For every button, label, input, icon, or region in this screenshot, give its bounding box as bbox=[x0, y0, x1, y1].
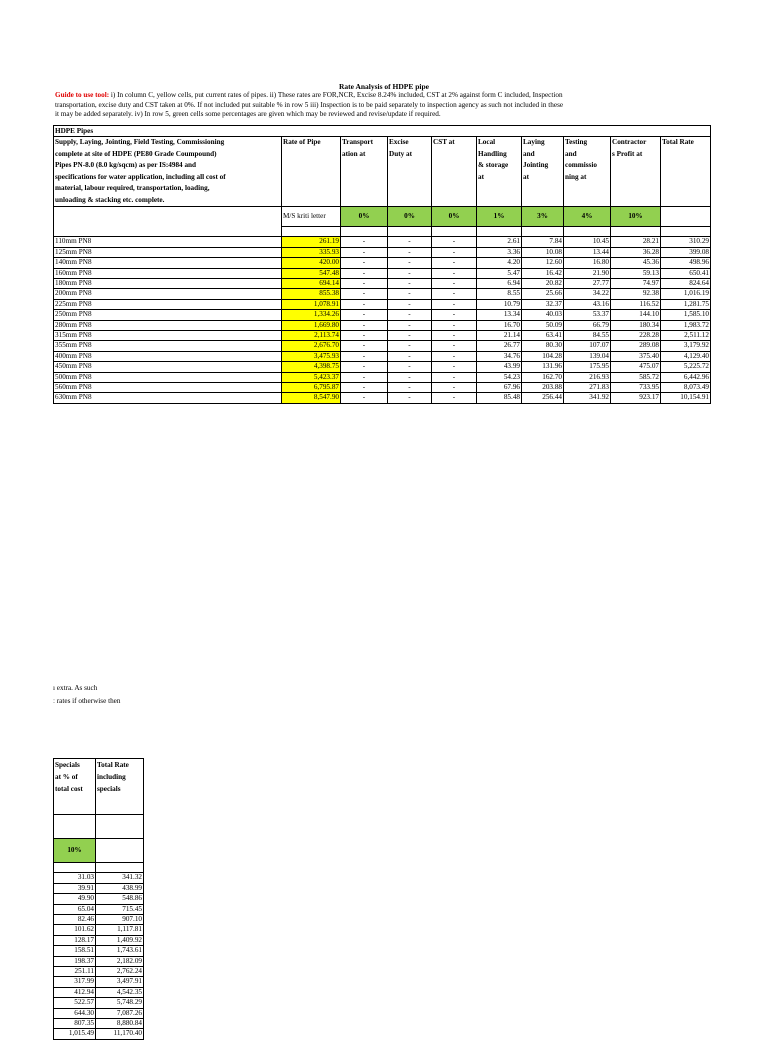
total-with-specials-cell[interactable]: 1,117.81 bbox=[96, 925, 144, 935]
excise-duty-cell[interactable]: - bbox=[388, 279, 432, 289]
contractor-profit-cell[interactable]: 585.72 bbox=[611, 372, 661, 382]
cst-cell[interactable]: - bbox=[432, 279, 477, 289]
total-rate-cell[interactable]: 1,585.10 bbox=[661, 310, 711, 320]
total-with-specials-cell[interactable]: 8,880.84 bbox=[96, 1019, 144, 1029]
laying-jointing-cell[interactable]: 25.66 bbox=[522, 289, 564, 299]
table-row bbox=[54, 904, 144, 914]
table-row bbox=[54, 341, 711, 351]
transportation-pct[interactable]: 0% bbox=[341, 207, 388, 227]
excise-duty-cell[interactable]: - bbox=[388, 393, 432, 403]
rate-analysis-table bbox=[53, 125, 711, 404]
pipe-size-cell[interactable]: 200mm PN8 bbox=[54, 289, 282, 299]
pipe-size-cell[interactable]: 110mm PN8 bbox=[54, 237, 282, 247]
excise-duty-cell[interactable]: - bbox=[388, 258, 432, 268]
total-with-specials-cell[interactable]: 1,743.61 bbox=[96, 946, 144, 956]
note-fragment-1: ı extra. As such bbox=[53, 684, 98, 692]
table-row bbox=[54, 237, 711, 247]
testing-commissioning-header[interactable]: Testing and commissio ning at bbox=[564, 137, 611, 207]
local-handling-cell[interactable]: 5.47 bbox=[477, 268, 522, 278]
transportation-cell[interactable]: - bbox=[341, 320, 388, 330]
laying-jointing-cell[interactable]: 12.60 bbox=[522, 258, 564, 268]
excise-duty-cell[interactable]: - bbox=[388, 310, 432, 320]
table-row bbox=[54, 299, 711, 309]
total-rate-cell[interactable]: 498.96 bbox=[661, 258, 711, 268]
table-row bbox=[54, 268, 711, 278]
pipe-size-cell[interactable]: 125mm PN8 bbox=[54, 247, 282, 257]
transportation-cell[interactable]: - bbox=[341, 362, 388, 372]
cst-cell[interactable]: - bbox=[432, 268, 477, 278]
specials-cell[interactable]: 317.99 bbox=[54, 977, 96, 987]
specials-cell[interactable]: 39.91 bbox=[54, 883, 96, 893]
contractor-profit-header[interactable]: Contractor s Profit at bbox=[611, 137, 661, 207]
rate-of-pipe-cell[interactable]: 694.14 bbox=[282, 279, 341, 289]
specials-table bbox=[53, 758, 144, 1040]
pipe-size-cell[interactable]: 160mm PN8 bbox=[54, 268, 282, 278]
laying-jointing-cell[interactable]: 7.84 bbox=[522, 237, 564, 247]
local-handling-cell[interactable]: 26.77 bbox=[477, 341, 522, 351]
excise-duty-cell[interactable]: - bbox=[388, 372, 432, 382]
specials-cell[interactable]: 82.46 bbox=[54, 915, 96, 925]
pipe-size-cell[interactable]: 225mm PN8 bbox=[54, 299, 282, 309]
guide-line-2: transportation, excise duty and CST taken at 0%. If not included put suitable % in row 5 iii) Inspection is to be paid separately to inspection agency as such not included in these bbox=[55, 100, 564, 109]
guide-line-3: it may be added separately. iv) In row 5, green cells some percentages are given which may be reviewed and revise/update if required. bbox=[55, 110, 441, 119]
local-handling-cell[interactable]: 85.48 bbox=[477, 393, 522, 403]
excise-duty-cell[interactable]: - bbox=[388, 383, 432, 393]
total-with-specials-cell[interactable]: 548.86 bbox=[96, 894, 144, 904]
contractor-profit-cell[interactable]: 144.10 bbox=[611, 310, 661, 320]
contractor-profit-cell[interactable]: 733.95 bbox=[611, 383, 661, 393]
excise-duty-cell[interactable]: - bbox=[388, 320, 432, 330]
total-with-specials-cell[interactable]: 341.32 bbox=[96, 873, 144, 883]
testing-commissioning-cell[interactable]: 13.44 bbox=[564, 247, 611, 257]
testing-commissioning-cell[interactable]: 341.92 bbox=[564, 393, 611, 403]
total-rate-cell[interactable]: 3,179.92 bbox=[661, 341, 711, 351]
rate-of-pipe-cell[interactable]: 2,113.74 bbox=[282, 331, 341, 341]
specials-cell[interactable]: 522.57 bbox=[54, 998, 96, 1008]
transportation-cell[interactable]: - bbox=[341, 299, 388, 309]
contractor-profit-cell[interactable]: 74.97 bbox=[611, 279, 661, 289]
total-rate-cell[interactable]: 8,073.49 bbox=[661, 383, 711, 393]
description-header[interactable]: Supply, Laying, Jointing, Field Testing, Commissioning complete at site of HDPE (PE80 Grade Coumpound) Pipes PN-8.0 (8.0 kg/sqcm) as per IS:4984 and specifications for water application, including all cost of material, labour required, transportation, loading, unloading & stacking etc. complete. bbox=[54, 137, 282, 207]
testing-commissioning-cell[interactable]: 21.90 bbox=[564, 268, 611, 278]
total-rate-cell[interactable]: 1,281.75 bbox=[661, 299, 711, 309]
contractor-profit-cell[interactable]: 28.21 bbox=[611, 237, 661, 247]
rate-of-pipe-cell[interactable]: 8,547.90 bbox=[282, 393, 341, 403]
laying-jointing-cell[interactable]: 10.08 bbox=[522, 247, 564, 257]
testing-commissioning-cell[interactable]: 84.55 bbox=[564, 331, 611, 341]
cst-cell[interactable]: - bbox=[432, 372, 477, 382]
transportation-cell[interactable]: - bbox=[341, 289, 388, 299]
table-row bbox=[54, 935, 144, 945]
total-rate-cell[interactable]: 4,129.40 bbox=[661, 351, 711, 361]
contractor-profit-cell[interactable]: 375.40 bbox=[611, 351, 661, 361]
table-row bbox=[54, 331, 711, 341]
cst-cell[interactable]: - bbox=[432, 393, 477, 403]
specials-cell[interactable]: 65.04 bbox=[54, 904, 96, 914]
laying-jointing-cell[interactable]: 20.82 bbox=[522, 279, 564, 289]
cst-cell[interactable]: - bbox=[432, 289, 477, 299]
table-row bbox=[54, 289, 711, 299]
specials-cell[interactable]: 1,015.49 bbox=[54, 1029, 96, 1039]
table-row bbox=[54, 310, 711, 320]
pct-row-blank[interactable] bbox=[54, 207, 282, 227]
contractor-profit-cell[interactable]: 923.17 bbox=[611, 393, 661, 403]
pipe-size-cell[interactable]: 315mm PN8 bbox=[54, 331, 282, 341]
testing-commissioning-cell[interactable]: 216.93 bbox=[564, 372, 611, 382]
local-handling-cell[interactable]: 6.94 bbox=[477, 279, 522, 289]
total-rate-cell[interactable]: 10,154.91 bbox=[661, 393, 711, 403]
rate-of-pipe-cell[interactable]: 3,475.93 bbox=[282, 351, 341, 361]
table-row bbox=[54, 883, 144, 893]
table-row bbox=[54, 393, 711, 403]
pipe-size-cell[interactable]: 355mm PN8 bbox=[54, 341, 282, 351]
table-row bbox=[54, 320, 711, 330]
contractor-profit-cell[interactable]: 475.07 bbox=[611, 362, 661, 372]
contractor-profit-cell[interactable]: 36.28 bbox=[611, 247, 661, 257]
pipe-size-cell[interactable]: 500mm PN8 bbox=[54, 372, 282, 382]
transportation-cell[interactable]: - bbox=[341, 310, 388, 320]
local-handling-cell[interactable]: 43.99 bbox=[477, 362, 522, 372]
total-rate-cell[interactable]: 824.64 bbox=[661, 279, 711, 289]
local-handling-cell[interactable]: 16.70 bbox=[477, 320, 522, 330]
laying-jointing-cell[interactable]: 80.30 bbox=[522, 341, 564, 351]
cst-cell[interactable]: - bbox=[432, 341, 477, 351]
laying-pct[interactable]: 3% bbox=[522, 207, 564, 227]
rate-of-pipe-cell[interactable]: 5,423.37 bbox=[282, 372, 341, 382]
specials-cell[interactable]: 198.37 bbox=[54, 956, 96, 966]
contractor-profit-cell[interactable]: 116.52 bbox=[611, 299, 661, 309]
local-handling-cell[interactable]: 21.14 bbox=[477, 331, 522, 341]
excise-duty-cell[interactable]: - bbox=[388, 362, 432, 372]
transportation-cell[interactable]: - bbox=[341, 383, 388, 393]
cst-cell[interactable]: - bbox=[432, 331, 477, 341]
laying-jointing-cell[interactable]: 162.70 bbox=[522, 372, 564, 382]
rate-of-pipe-cell[interactable]: 1,669.80 bbox=[282, 320, 341, 330]
table-row bbox=[54, 362, 711, 372]
total-rate-header[interactable]: Total Rate bbox=[661, 137, 711, 207]
transportation-cell[interactable]: - bbox=[341, 258, 388, 268]
section-heading[interactable]: HDPE Pipes bbox=[54, 126, 711, 137]
testing-commissioning-cell[interactable]: 139.04 bbox=[564, 351, 611, 361]
table-row bbox=[54, 998, 144, 1008]
total-with-specials-cell[interactable]: 715.45 bbox=[96, 904, 144, 914]
excise-duty-header[interactable]: Excise Duty at bbox=[388, 137, 432, 207]
testing-commissioning-cell[interactable]: 271.83 bbox=[564, 383, 611, 393]
local-handling-cell[interactable]: 8.55 bbox=[477, 289, 522, 299]
total-with-specials-cell[interactable]: 1,409.92 bbox=[96, 935, 144, 945]
total-with-specials-cell[interactable]: 11,170.40 bbox=[96, 1029, 144, 1039]
specials-cell[interactable]: 49.90 bbox=[54, 894, 96, 904]
local-handling-cell[interactable]: 13.34 bbox=[477, 310, 522, 320]
laying-jointing-cell[interactable]: 256.44 bbox=[522, 393, 564, 403]
table-row bbox=[54, 915, 144, 925]
transportation-cell[interactable]: - bbox=[341, 393, 388, 403]
rate-of-pipe-cell[interactable]: 1,334.26 bbox=[282, 310, 341, 320]
table-row bbox=[54, 351, 711, 361]
local-handling-cell[interactable]: 67.96 bbox=[477, 383, 522, 393]
cst-cell[interactable]: - bbox=[432, 237, 477, 247]
testing-commissioning-cell[interactable]: 16.80 bbox=[564, 258, 611, 268]
guide-line-1: i) In column C, yellow cells, put current rates of pipes. ii) These rates are FOR,NCR, Excise 8.24% included, CST at 2% against form C included, Inspection bbox=[109, 91, 563, 99]
table-row bbox=[54, 1029, 144, 1039]
table-row bbox=[54, 894, 144, 904]
local-handling-header[interactable]: Local Handling & storage at bbox=[477, 137, 522, 207]
excise-duty-cell[interactable]: - bbox=[388, 331, 432, 341]
transportation-cell[interactable]: - bbox=[341, 268, 388, 278]
total-rate-cell[interactable]: 310.29 bbox=[661, 237, 711, 247]
pipe-size-cell[interactable]: 180mm PN8 bbox=[54, 279, 282, 289]
testing-commissioning-cell[interactable]: 43.16 bbox=[564, 299, 611, 309]
total-rate-cell[interactable]: 6,442.96 bbox=[661, 372, 711, 382]
pipe-size-cell[interactable]: 560mm PN8 bbox=[54, 383, 282, 393]
pipe-size-cell[interactable]: 250mm PN8 bbox=[54, 310, 282, 320]
total-rate-cell[interactable]: 1,016.19 bbox=[661, 289, 711, 299]
contractor-profit-pct[interactable]: 10% bbox=[611, 207, 661, 227]
specials-pct[interactable]: 10% bbox=[54, 839, 96, 863]
laying-jointing-cell[interactable]: 32.37 bbox=[522, 299, 564, 309]
local-handling-cell[interactable]: 34.76 bbox=[477, 351, 522, 361]
local-handling-cell[interactable]: 4.20 bbox=[477, 258, 522, 268]
specials-cell[interactable]: 31.03 bbox=[54, 873, 96, 883]
specials-cell[interactable]: 412.94 bbox=[54, 987, 96, 997]
table-row bbox=[54, 925, 144, 935]
contractor-profit-cell[interactable]: 228.28 bbox=[611, 331, 661, 341]
excise-duty-cell[interactable]: - bbox=[388, 341, 432, 351]
testing-commissioning-cell[interactable]: 66.79 bbox=[564, 320, 611, 330]
local-handling-pct[interactable]: 1% bbox=[477, 207, 522, 227]
transportation-cell[interactable]: - bbox=[341, 279, 388, 289]
pipe-size-cell[interactable]: 630mm PN8 bbox=[54, 393, 282, 403]
total-with-specials-cell[interactable]: 907.10 bbox=[96, 915, 144, 925]
rate-of-pipe-cell[interactable]: 4,398.75 bbox=[282, 362, 341, 372]
transportation-cell[interactable]: - bbox=[341, 331, 388, 341]
cst-header[interactable]: CST at bbox=[432, 137, 477, 207]
testing-pct[interactable]: 4% bbox=[564, 207, 611, 227]
rate-of-pipe-cell[interactable]: 2,676.70 bbox=[282, 341, 341, 351]
rate-of-pipe-header[interactable]: Rate of Pipe bbox=[282, 137, 341, 207]
laying-jointing-header[interactable]: Laying and Jointing at bbox=[522, 137, 564, 207]
laying-jointing-cell[interactable]: 203.88 bbox=[522, 383, 564, 393]
total-with-specials-cell[interactable]: 4,542.35 bbox=[96, 987, 144, 997]
cst-cell[interactable]: - bbox=[432, 299, 477, 309]
sheet-title: Rate Analysis of HDPE pipe bbox=[338, 82, 429, 91]
specials-cell[interactable]: 251.11 bbox=[54, 967, 96, 977]
rate-of-pipe-cell[interactable]: 6,795.87 bbox=[282, 383, 341, 393]
local-handling-cell[interactable]: 10.79 bbox=[477, 299, 522, 309]
transportation-cell[interactable]: - bbox=[341, 351, 388, 361]
guide-label: Guide to use tool: bbox=[55, 91, 110, 99]
total-rate-cell[interactable]: 2,511.12 bbox=[661, 331, 711, 341]
laying-jointing-cell[interactable]: 63.41 bbox=[522, 331, 564, 341]
table-row bbox=[54, 1008, 144, 1018]
specials-cell[interactable]: 128.17 bbox=[54, 935, 96, 945]
total-with-specials-cell[interactable]: 3,497.91 bbox=[96, 977, 144, 987]
pipe-size-cell[interactable]: 140mm PN8 bbox=[54, 258, 282, 268]
table-row bbox=[54, 247, 711, 257]
rate-of-pipe-cell[interactable]: 261.19 bbox=[282, 237, 341, 247]
pipe-size-cell[interactable]: 400mm PN8 bbox=[54, 351, 282, 361]
excise-duty-cell[interactable]: - bbox=[388, 299, 432, 309]
total-with-specials-cell[interactable]: 2,182.09 bbox=[96, 956, 144, 966]
total-with-specials-cell[interactable]: 438.99 bbox=[96, 883, 144, 893]
pipe-size-cell[interactable]: 450mm PN8 bbox=[54, 362, 282, 372]
table-row bbox=[54, 873, 144, 883]
cst-cell[interactable]: - bbox=[432, 258, 477, 268]
rate-of-pipe-cell[interactable]: 335.93 bbox=[282, 247, 341, 257]
pipe-size-cell[interactable]: 280mm PN8 bbox=[54, 320, 282, 330]
testing-commissioning-cell[interactable]: 53.37 bbox=[564, 310, 611, 320]
total-with-specials-header[interactable]: Total Rate including specials bbox=[96, 759, 144, 815]
total-rate-cell[interactable]: 1,983.72 bbox=[661, 320, 711, 330]
specials-header[interactable]: Specials at % of total cost bbox=[54, 759, 96, 815]
rate-of-pipe-cell[interactable]: 1,078.91 bbox=[282, 299, 341, 309]
rate-of-pipe-cell[interactable]: 420.00 bbox=[282, 258, 341, 268]
specials-cell[interactable]: 158.51 bbox=[54, 946, 96, 956]
transportation-cell[interactable]: - bbox=[341, 341, 388, 351]
laying-jointing-cell[interactable]: 16.42 bbox=[522, 268, 564, 278]
table-row bbox=[54, 258, 711, 268]
contractor-profit-cell[interactable]: 289.08 bbox=[611, 341, 661, 351]
total-rate-cell[interactable]: 399.08 bbox=[661, 247, 711, 257]
excise-pct[interactable]: 0% bbox=[388, 207, 432, 227]
contractor-profit-cell[interactable]: 92.38 bbox=[611, 289, 661, 299]
rate-source-cell[interactable]: M/S kriti letter bbox=[282, 207, 341, 227]
guide-text bbox=[55, 91, 710, 120]
contractor-profit-cell[interactable]: 59.13 bbox=[611, 268, 661, 278]
total-with-specials-cell[interactable]: 7,087.26 bbox=[96, 1008, 144, 1018]
table-row bbox=[54, 372, 711, 382]
total-pct-blank[interactable] bbox=[661, 207, 711, 227]
cst-cell[interactable]: - bbox=[432, 351, 477, 361]
rate-of-pipe-cell[interactable]: 547.48 bbox=[282, 268, 341, 278]
local-handling-cell[interactable]: 2.61 bbox=[477, 237, 522, 247]
transportation-cell[interactable]: - bbox=[341, 237, 388, 247]
testing-commissioning-cell[interactable]: 107.07 bbox=[564, 341, 611, 351]
cst-pct[interactable]: 0% bbox=[432, 207, 477, 227]
total-rate-cell[interactable]: 650.41 bbox=[661, 268, 711, 278]
excise-duty-cell[interactable]: - bbox=[388, 351, 432, 361]
specials-cell[interactable]: 807.35 bbox=[54, 1019, 96, 1029]
total-with-specials-cell[interactable]: 5,748.29 bbox=[96, 998, 144, 1008]
total-with-specials-cell[interactable]: 2,762.24 bbox=[96, 967, 144, 977]
laying-jointing-cell[interactable]: 40.03 bbox=[522, 310, 564, 320]
laying-jointing-cell[interactable]: 131.96 bbox=[522, 362, 564, 372]
cst-cell[interactable]: - bbox=[432, 310, 477, 320]
cst-cell[interactable]: - bbox=[432, 247, 477, 257]
laying-jointing-cell[interactable]: 104.28 bbox=[522, 351, 564, 361]
specials-cell[interactable]: 101.62 bbox=[54, 925, 96, 935]
cst-cell[interactable]: - bbox=[432, 320, 477, 330]
table-row bbox=[54, 383, 711, 393]
rate-of-pipe-cell[interactable]: 855.38 bbox=[282, 289, 341, 299]
specials-cell[interactable]: 644.30 bbox=[54, 1008, 96, 1018]
excise-duty-cell[interactable]: - bbox=[388, 237, 432, 247]
table-row bbox=[54, 946, 144, 956]
contractor-profit-cell[interactable]: 45.36 bbox=[611, 258, 661, 268]
total-rate-cell[interactable]: 5,225.72 bbox=[661, 362, 711, 372]
cst-cell[interactable]: - bbox=[432, 362, 477, 372]
local-handling-cell[interactable]: 3.36 bbox=[477, 247, 522, 257]
transportation-cell[interactable]: - bbox=[341, 372, 388, 382]
table-row bbox=[54, 279, 711, 289]
excise-duty-cell[interactable]: - bbox=[388, 268, 432, 278]
testing-commissioning-cell[interactable]: 175.95 bbox=[564, 362, 611, 372]
specials-pct-blank[interactable] bbox=[96, 839, 144, 863]
transportation-header[interactable]: Transport ation at bbox=[341, 137, 388, 207]
transportation-cell[interactable]: - bbox=[341, 247, 388, 257]
local-handling-cell[interactable]: 54.23 bbox=[477, 372, 522, 382]
table-row bbox=[54, 987, 144, 997]
table-row bbox=[54, 967, 144, 977]
excise-duty-cell[interactable]: - bbox=[388, 247, 432, 257]
cst-cell[interactable]: - bbox=[432, 383, 477, 393]
testing-commissioning-cell[interactable]: 27.77 bbox=[564, 279, 611, 289]
laying-jointing-cell[interactable]: 50.09 bbox=[522, 320, 564, 330]
note-fragment-2: ː rates if otherwise then bbox=[53, 697, 121, 705]
testing-commissioning-cell[interactable]: 10.45 bbox=[564, 237, 611, 247]
excise-duty-cell[interactable]: - bbox=[388, 289, 432, 299]
table-row bbox=[54, 956, 144, 966]
table-row bbox=[54, 977, 144, 987]
testing-commissioning-cell[interactable]: 34.22 bbox=[564, 289, 611, 299]
contractor-profit-cell[interactable]: 180.34 bbox=[611, 320, 661, 330]
